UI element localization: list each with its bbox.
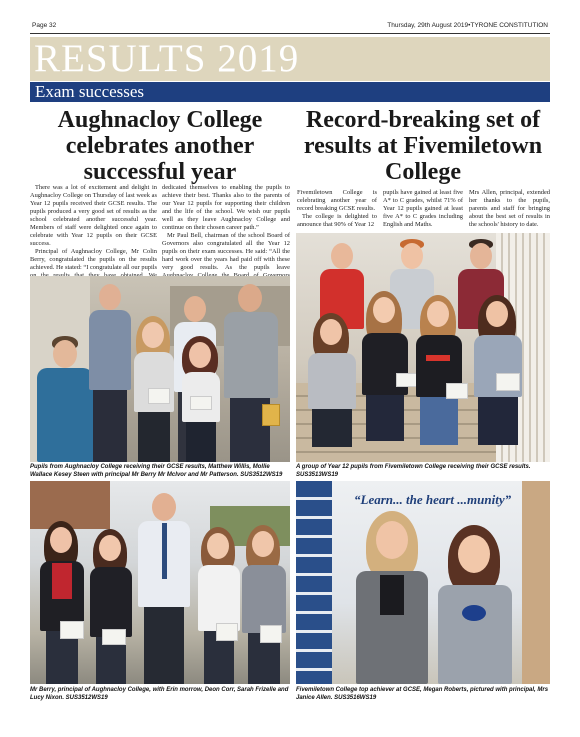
section-bar — [30, 82, 550, 102]
section-label: Exam successes — [35, 82, 145, 101]
left-story-col2 — [162, 184, 290, 280]
left-col2-para: dedicated themselves to enabling the pupils to achieve their best. Thanks also to the parents of our Year 12 pupils for supporting their children and the life of the school. We wish our pupils well as they leave Aughnacloy College and continue on their chosen career path.” — [162, 184, 290, 231]
right-col1-para: The college is delighted to announce that 90% of Year 12 — [297, 213, 377, 228]
results-banner — [30, 37, 550, 81]
caption-fivemiletown-2: Fivemiletown College top achiever at GCSE, Megan Roberts, pictured with principal, Mrs Janice Allen. SUS3516WS19 — [296, 687, 549, 701]
caption-fivemiletown-1: A group of Year 12 pupils from Fivemiletown College receiving their GCSE results. SUS3513WS19 — [296, 464, 531, 478]
dateline: Thursday, 29th August 2019•TYRONE CONSTITUTION — [387, 22, 548, 29]
photo-aughnacloy-principal — [30, 481, 290, 684]
photo-fivemiletown-achiever — [296, 481, 550, 684]
folio-rule — [30, 33, 550, 34]
caption-aughnacloy-2: Mr Berry, principal of Aughnacloy College, with Erin morrow, Deon Corr, Sarah Frizelle and Lucy Nixon. SUS3512WS19 — [30, 687, 289, 701]
left-story-col1 — [30, 184, 157, 280]
photo-aughnacloy-group — [30, 276, 290, 462]
right-col1-para: Fivemiletown College is celebrating another year of record breaking GCSE results. — [297, 189, 377, 212]
right-story-col1 — [297, 189, 377, 229]
right-story-col2 — [383, 189, 463, 229]
page-folio — [30, 20, 550, 34]
right-col3-para: Mrs Allen, principal, extended her thanks to the pupils, parents and staff for bringing about the best set of results in the schools' history to date. — [469, 189, 550, 228]
right-col2-para: pupils have gained at least five A* to C grades, whilst 71% of Year 12 pupils gained at least five A* to C grades including English and Maths. — [383, 189, 463, 228]
poster-text: “Learn... the heart ...munity” — [354, 492, 512, 507]
left-col1-para: There was a lot of excitement and delight in Aughnacloy College on Thursday of last week as Year 12 pupils received their GCSE results. The pupils produced a very good set of results as the school celebrated another successful year. Members of staff were delighted once again to celebrate with Year 12 pupils on their GCSE success. — [30, 184, 157, 247]
banner-title: RESULTS 2019 — [34, 37, 300, 80]
right-story-col3 — [469, 189, 550, 229]
left-col1-para: Principal of Aughnacloy College, Mr Colin Berry, congratulated the pupils on the results achieved. He stated: “I congratulate all our pupils — [30, 248, 157, 271]
left-headline: Aughnacloy College celebrates another successful year — [57, 107, 263, 185]
photo-fivemiletown-group — [296, 233, 550, 462]
caption-aughnacloy-1: Pupils from Aughnacloy College receiving their GCSE results, Matthew Willis, Mollie Wallace Kesey Steen with principal Mr Berry Mr McIvor and Mr Patterson. SUS3512WS19 — [30, 464, 283, 478]
page-number: Page 32 — [32, 22, 57, 29]
left-col2-para: Mr Paul Bell, chairman of the school Board of Governors also congratulated all the Year 12 pupils on their exam successes. He said: “All the hard work over the years had paid off with these very good results. As the pupils leave — [162, 232, 290, 271]
right-headline: Record-breaking set of results at Fivemiletown College — [303, 107, 543, 185]
